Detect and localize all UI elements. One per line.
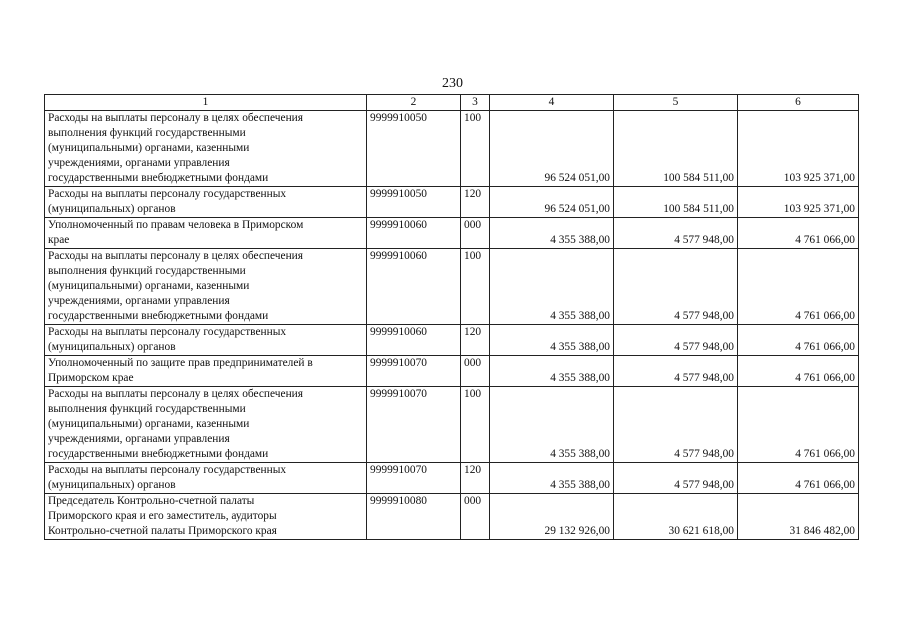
row-year1-amount: 4 355 388,00 <box>490 387 614 463</box>
header-cell: 1 <box>45 95 367 111</box>
row-year2-amount: 4 577 948,00 <box>614 325 738 356</box>
row-vr-code: 120 <box>461 463 490 494</box>
row-year1-amount: 4 355 388,00 <box>490 218 614 249</box>
row-csr-code: 9999910070 <box>367 356 461 387</box>
row-year3-amount: 4 761 066,00 <box>738 463 859 494</box>
table-row <box>45 356 859 387</box>
row-year2-amount: 4 577 948,00 <box>614 218 738 249</box>
row-year1-amount: 29 132 926,00 <box>490 494 614 540</box>
row-year2-amount: 100 584 511,00 <box>614 111 738 187</box>
row-year2-amount: 4 577 948,00 <box>614 249 738 325</box>
table-row <box>45 325 859 356</box>
row-year3-amount: 4 761 066,00 <box>738 218 859 249</box>
row-year1-amount: 4 355 388,00 <box>490 463 614 494</box>
row-vr-code: 120 <box>461 325 490 356</box>
budget-table <box>44 94 859 540</box>
row-name: Председатель Контрольно-счетной палаты Приморского края и его заместитель, аудиторы Контрольно-счетной палаты Приморского края <box>45 494 367 540</box>
row-csr-code: 9999910070 <box>367 463 461 494</box>
row-name: Расходы на выплаты персоналу государственных (муниципальных) органов <box>45 187 367 218</box>
row-year3-amount: 4 761 066,00 <box>738 356 859 387</box>
header-cell: 2 <box>367 95 461 111</box>
row-name: Расходы на выплаты персоналу государственных (муниципальных) органов <box>45 325 367 356</box>
row-year1-amount: 96 524 051,00 <box>490 111 614 187</box>
table-row <box>45 494 859 540</box>
row-year3-amount: 103 925 371,00 <box>738 111 859 187</box>
row-csr-code: 9999910060 <box>367 249 461 325</box>
row-vr-code: 000 <box>461 494 490 540</box>
row-csr-code: 9999910050 <box>367 111 461 187</box>
header-row <box>45 95 859 111</box>
row-name: Расходы на выплаты персоналу в целях обеспечения выполнения функций государственными (муниципальными) органами, казенными учреждениями, органами управления государственными внебюджетными фондами <box>45 387 367 463</box>
row-vr-code: 000 <box>461 218 490 249</box>
row-year3-amount: 103 925 371,00 <box>738 187 859 218</box>
row-year2-amount: 4 577 948,00 <box>614 463 738 494</box>
table-row <box>45 111 859 187</box>
header-cell: 4 <box>490 95 614 111</box>
table-row <box>45 187 859 218</box>
row-year1-amount: 4 355 388,00 <box>490 325 614 356</box>
row-vr-code: 100 <box>461 249 490 325</box>
row-year3-amount: 31 846 482,00 <box>738 494 859 540</box>
row-year2-amount: 4 577 948,00 <box>614 387 738 463</box>
header-cell: 3 <box>461 95 490 111</box>
row-year2-amount: 4 577 948,00 <box>614 356 738 387</box>
row-name: Уполномоченный по защите прав предпринимателей в Приморском крае <box>45 356 367 387</box>
row-vr-code: 100 <box>461 111 490 187</box>
row-vr-code: 100 <box>461 387 490 463</box>
row-year3-amount: 4 761 066,00 <box>738 249 859 325</box>
row-year1-amount: 96 524 051,00 <box>490 187 614 218</box>
header-cell: 5 <box>614 95 738 111</box>
row-year3-amount: 4 761 066,00 <box>738 387 859 463</box>
row-name: Уполномоченный по правам человека в Приморском крае <box>45 218 367 249</box>
row-year3-amount: 4 761 066,00 <box>738 325 859 356</box>
row-year2-amount: 30 621 618,00 <box>614 494 738 540</box>
table-row <box>45 218 859 249</box>
row-year1-amount: 4 355 388,00 <box>490 356 614 387</box>
row-csr-code: 9999910080 <box>367 494 461 540</box>
table-row <box>45 463 859 494</box>
row-csr-code: 9999910050 <box>367 187 461 218</box>
row-name: Расходы на выплаты персоналу в целях обеспечения выполнения функций государственными (муниципальными) органами, казенными учреждениями, органами управления государственными внебюджетными фондами <box>45 111 367 187</box>
row-vr-code: 000 <box>461 356 490 387</box>
row-csr-code: 9999910060 <box>367 218 461 249</box>
row-name: Расходы на выплаты персоналу в целях обеспечения выполнения функций государственными (муниципальными) органами, казенными учреждениями, органами управления государственными внебюджетными фондами <box>45 249 367 325</box>
row-year1-amount: 4 355 388,00 <box>490 249 614 325</box>
header-cell: 6 <box>738 95 859 111</box>
row-vr-code: 120 <box>461 187 490 218</box>
row-csr-code: 9999910060 <box>367 325 461 356</box>
table-row <box>45 249 859 325</box>
page-number: 230 <box>442 76 463 91</box>
row-year2-amount: 100 584 511,00 <box>614 187 738 218</box>
row-csr-code: 9999910070 <box>367 387 461 463</box>
table-row <box>45 387 859 463</box>
row-name: Расходы на выплаты персоналу государственных (муниципальных) органов <box>45 463 367 494</box>
